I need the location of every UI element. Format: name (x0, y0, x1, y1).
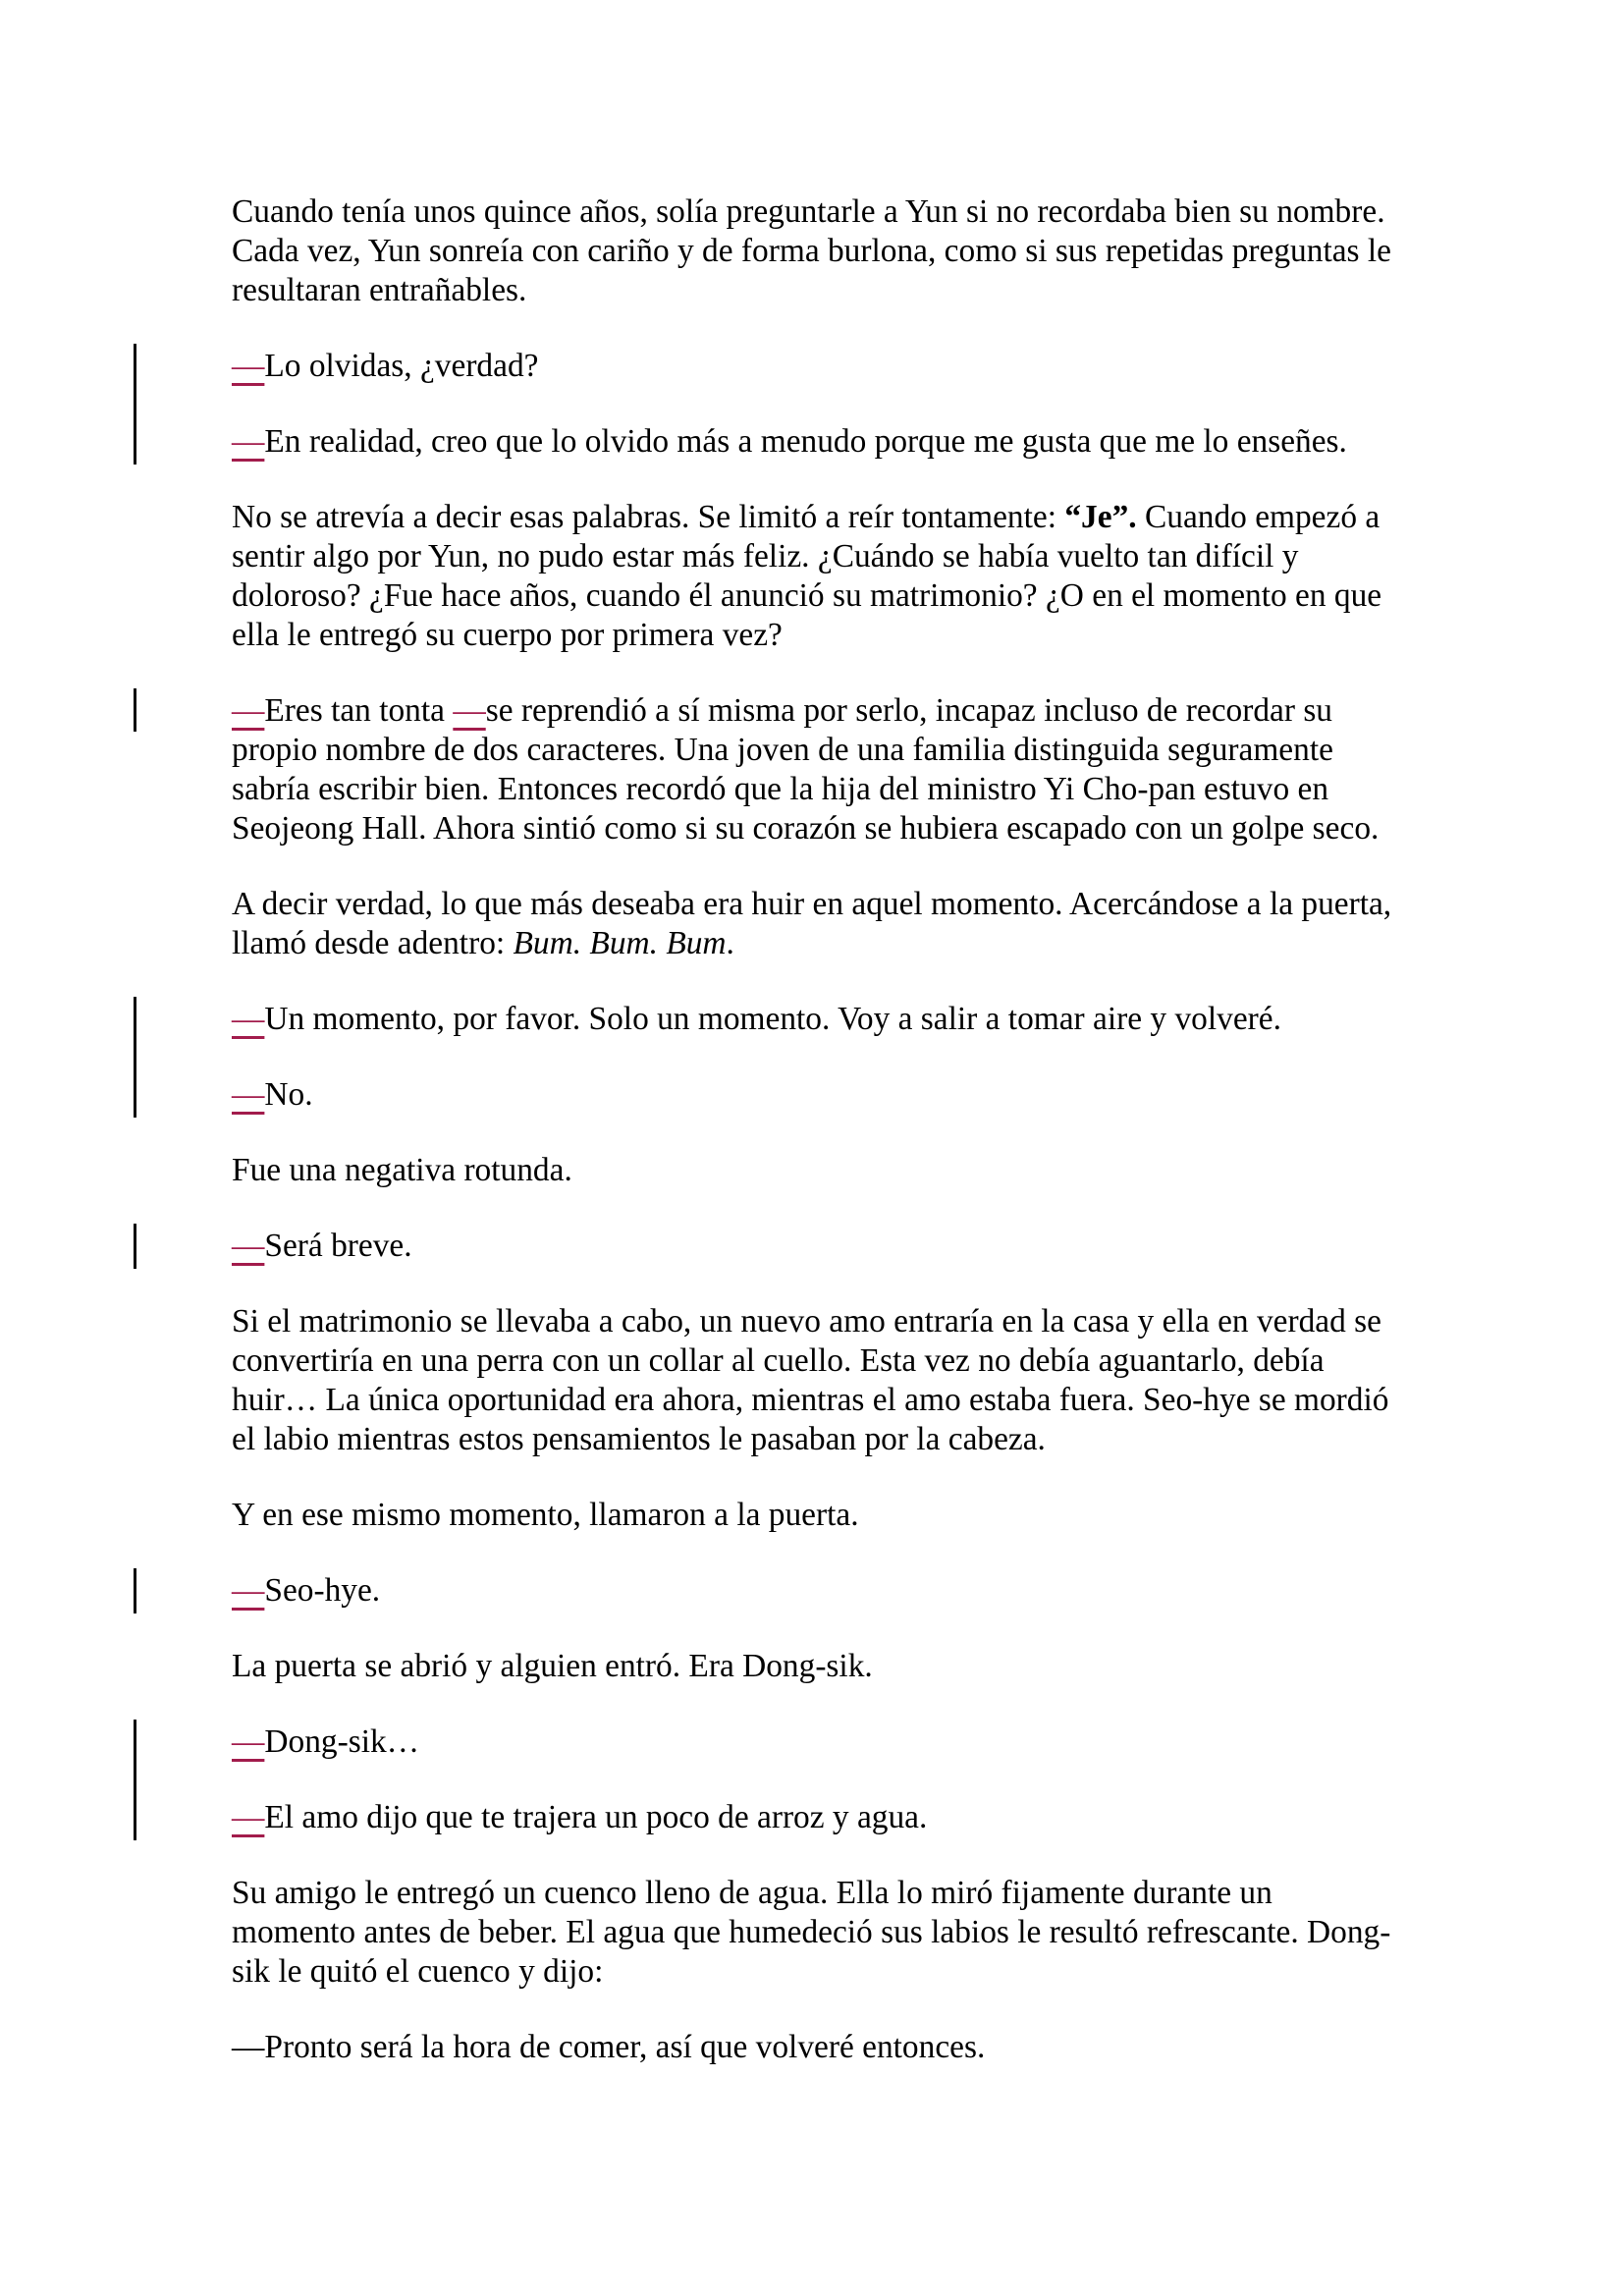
text-run: —Pronto será la hora de comer, así que volveré entonces. (232, 2029, 986, 2065)
text-run: Y en ese mismo momento, llamaron a la puerta. (232, 1497, 859, 1533)
change-bar (134, 997, 136, 1078)
paragraph (232, 192, 1400, 310)
paragraph (232, 1496, 1392, 1535)
text-run: Dong-sik… (264, 1723, 420, 1760)
change-bar (134, 1072, 136, 1118)
change-bar (134, 344, 136, 425)
change-bar (134, 1224, 136, 1269)
change-bar (134, 419, 136, 465)
paragraph-changed (232, 691, 1392, 848)
text-run: Eres tan tonta (264, 692, 454, 729)
inserted-dash: — (232, 1723, 265, 1760)
inserted-dash: — (232, 1001, 265, 1037)
text-run: A decir verdad, lo que más deseaba era huir en aquel momento. Acercándose a la puerta, llamó desde adentro: (232, 886, 1400, 961)
inserted-dash: — (232, 692, 265, 729)
inserted-dash: — (232, 1799, 265, 1835)
inserted-dash: — (232, 423, 265, 460)
inserted-dash: — (232, 1228, 265, 1264)
text-run: Bum. Bum. Bum (513, 925, 727, 961)
paragraph (232, 1302, 1397, 1459)
text-run: La puerta se abrió y alguien entró. Era Dong-sik. (232, 1648, 873, 1684)
paragraph (232, 498, 1392, 655)
paragraph-changed (232, 1075, 1392, 1115)
change-bar (134, 1720, 136, 1801)
text-run: “Je”. (1064, 499, 1137, 535)
inserted-dash: — (453, 692, 486, 729)
document-content (232, 192, 1400, 2104)
text-run: En realidad, creo que lo olvido más a menudo porque me gusta que me lo enseñes. (264, 423, 1347, 460)
text-run: Si el matrimonio se llevaba a cabo, un nuevo amo entraría en la casa y ella en verdad se convertiría en una perra con un collar al cuello. Esta vez no debía aguantarlo, debía huir… La única oportunidad era ahora, mientras el amo estaba fuera. Seo-hye se mordió el labio mientras estos pensamientos le pasaban por la cabeza. (232, 1303, 1397, 1457)
paragraph-changed (232, 1000, 1392, 1039)
paragraph (232, 885, 1400, 963)
inserted-dash: — (232, 1076, 265, 1113)
inserted-dash: — (232, 1572, 265, 1609)
text-run: Fue una negativa rotunda. (232, 1152, 572, 1188)
paragraph-changed (232, 1571, 1392, 1611)
paragraph-changed (232, 1227, 1392, 1266)
paragraph (232, 2028, 1392, 2067)
text-run: Cuando empezó a sentir algo por Yun, no pudo estar más feliz. ¿Cuándo se había vuelto tan difícil y doloroso? ¿Fue hace años, cuando él anunció su matrimonio? ¿O en el momento en que ella le entregó su cuerpo por primera vez? (232, 499, 1390, 653)
paragraph (232, 1151, 1392, 1190)
paragraph-changed (232, 422, 1392, 462)
text-run: Su amigo le entregó un cuenco lleno de agua. Ella lo miró fijamente durante un momento antes de beber. El agua que humedeció sus labios le resultó refrescante. Dong-sik le quitó el cuenco y dijo: (232, 1875, 1391, 1990)
text-run: No. (264, 1076, 313, 1113)
paragraph-changed (232, 347, 1392, 386)
paragraph-changed (232, 1798, 1392, 1837)
change-bar (134, 1568, 136, 1613)
text-run: El amo dijo que te trajera un poco de arroz y agua. (264, 1799, 928, 1835)
text-run: Seo-hye. (264, 1572, 381, 1609)
change-bar (134, 688, 136, 732)
text-run: . (726, 925, 734, 961)
paragraph (232, 1874, 1392, 1992)
text-run: Lo olvidas, ¿verdad? (264, 348, 539, 384)
inserted-dash: — (232, 348, 265, 384)
change-bar (134, 1795, 136, 1840)
text-run: Será breve. (264, 1228, 412, 1264)
text-run: No se atrevía a decir esas palabras. Se limitó a reír tontamente: (232, 499, 1065, 535)
text-run: Cuando tenía unos quince años, solía preguntarle a Yun si no recordaba bien su nombre. Cada vez, Yun sonreía con cariño y de forma burlona, como si sus repetidas preguntas le resultaran entrañables. (232, 193, 1400, 308)
paragraph (232, 1647, 1392, 1686)
paragraph-changed (232, 1722, 1392, 1762)
text-run: se reprendió a sí misma por serlo, incapaz incluso de recordar su propio nombre de dos caracteres. Una joven de una familia distinguida seguramente sabría escribir bien. Entonces recordó que la hija del ministro Yi Cho-pan estuvo en Seojeong Hall. Ahora sintió como si su corazón se hubiera escapado con un golpe seco. (232, 692, 1380, 847)
text-run: Un momento, por favor. Solo un momento. Voy a salir a tomar aire y volveré. (264, 1001, 1281, 1037)
